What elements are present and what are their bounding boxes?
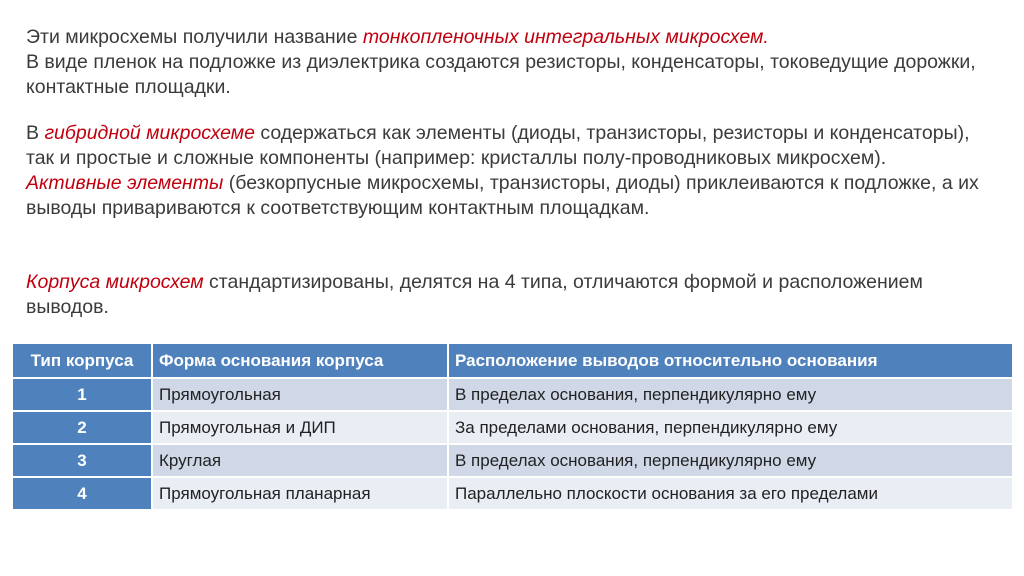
cell-shape: Прямоугольная и ДИП (152, 411, 448, 444)
term-active-elements: Активные элементы (26, 172, 224, 194)
cell-type: 2 (12, 411, 152, 444)
table-row (12, 411, 1013, 444)
term-hybrid-ic: гибридной микросхеме (44, 122, 255, 144)
cell-leads: В пределах основания, перпендикулярно ему (448, 378, 1013, 411)
paragraph-hybrid-intro: В (26, 122, 45, 144)
cell-leads: За пределами основания, перпендикулярно ему (448, 411, 1013, 444)
paragraph-hybrid-body: содержаться как элементы (диоды, транзисторы, резисторы и конденсаторы), так и простые и сложные компоненты (например: кристаллы полу-проводниковых микросхем). (26, 122, 970, 169)
paragraph-thin-film-body: В виде пленок на подложке из диэлектрика создаются резисторы, конденсаторы, токоведущие дорожки, контактные площадки. (26, 51, 976, 98)
paragraph-packages-body: стандартизированы, делятся на 4 типа, отличаются формой и расположением выводов. (26, 271, 923, 318)
cell-leads: В пределах основания, перпендикулярно ему (448, 444, 1013, 477)
paragraph-active-body: (безкорпусные микросхемы, транзисторы, диоды) приклеиваются к подложке, а их выводы привариваются к соответствующим контактным площадкам. (26, 172, 979, 219)
table-row (12, 378, 1013, 411)
header-lead-layout: Расположение выводов относительно основания (448, 343, 1013, 378)
cell-shape: Круглая (152, 444, 448, 477)
paragraph-thin-film-intro: Эти микросхемы получили название (26, 26, 363, 48)
paragraph-packages (26, 270, 1001, 320)
term-ic-packages: Корпуса микросхем (26, 271, 204, 293)
cell-shape: Прямоугольная планарная (152, 477, 448, 510)
cell-type: 4 (12, 477, 152, 510)
header-base-shape: Форма основания корпуса (152, 343, 448, 378)
cell-type: 1 (12, 378, 152, 411)
cell-type: 3 (12, 444, 152, 477)
paragraph-thin-film (26, 25, 1001, 100)
table-row (12, 477, 1013, 510)
paragraph-hybrid (26, 121, 1001, 221)
package-types-table (11, 342, 1014, 511)
term-thin-film-ic: тонкопленочных интегральных микросхем. (362, 26, 769, 48)
cell-leads: Параллельно плоскости основания за его пределами (448, 477, 1013, 510)
table-header-row (12, 343, 1013, 378)
table-row (12, 444, 1013, 477)
header-package-type: Тип корпуса (12, 343, 152, 378)
cell-shape: Прямоугольная (152, 378, 448, 411)
